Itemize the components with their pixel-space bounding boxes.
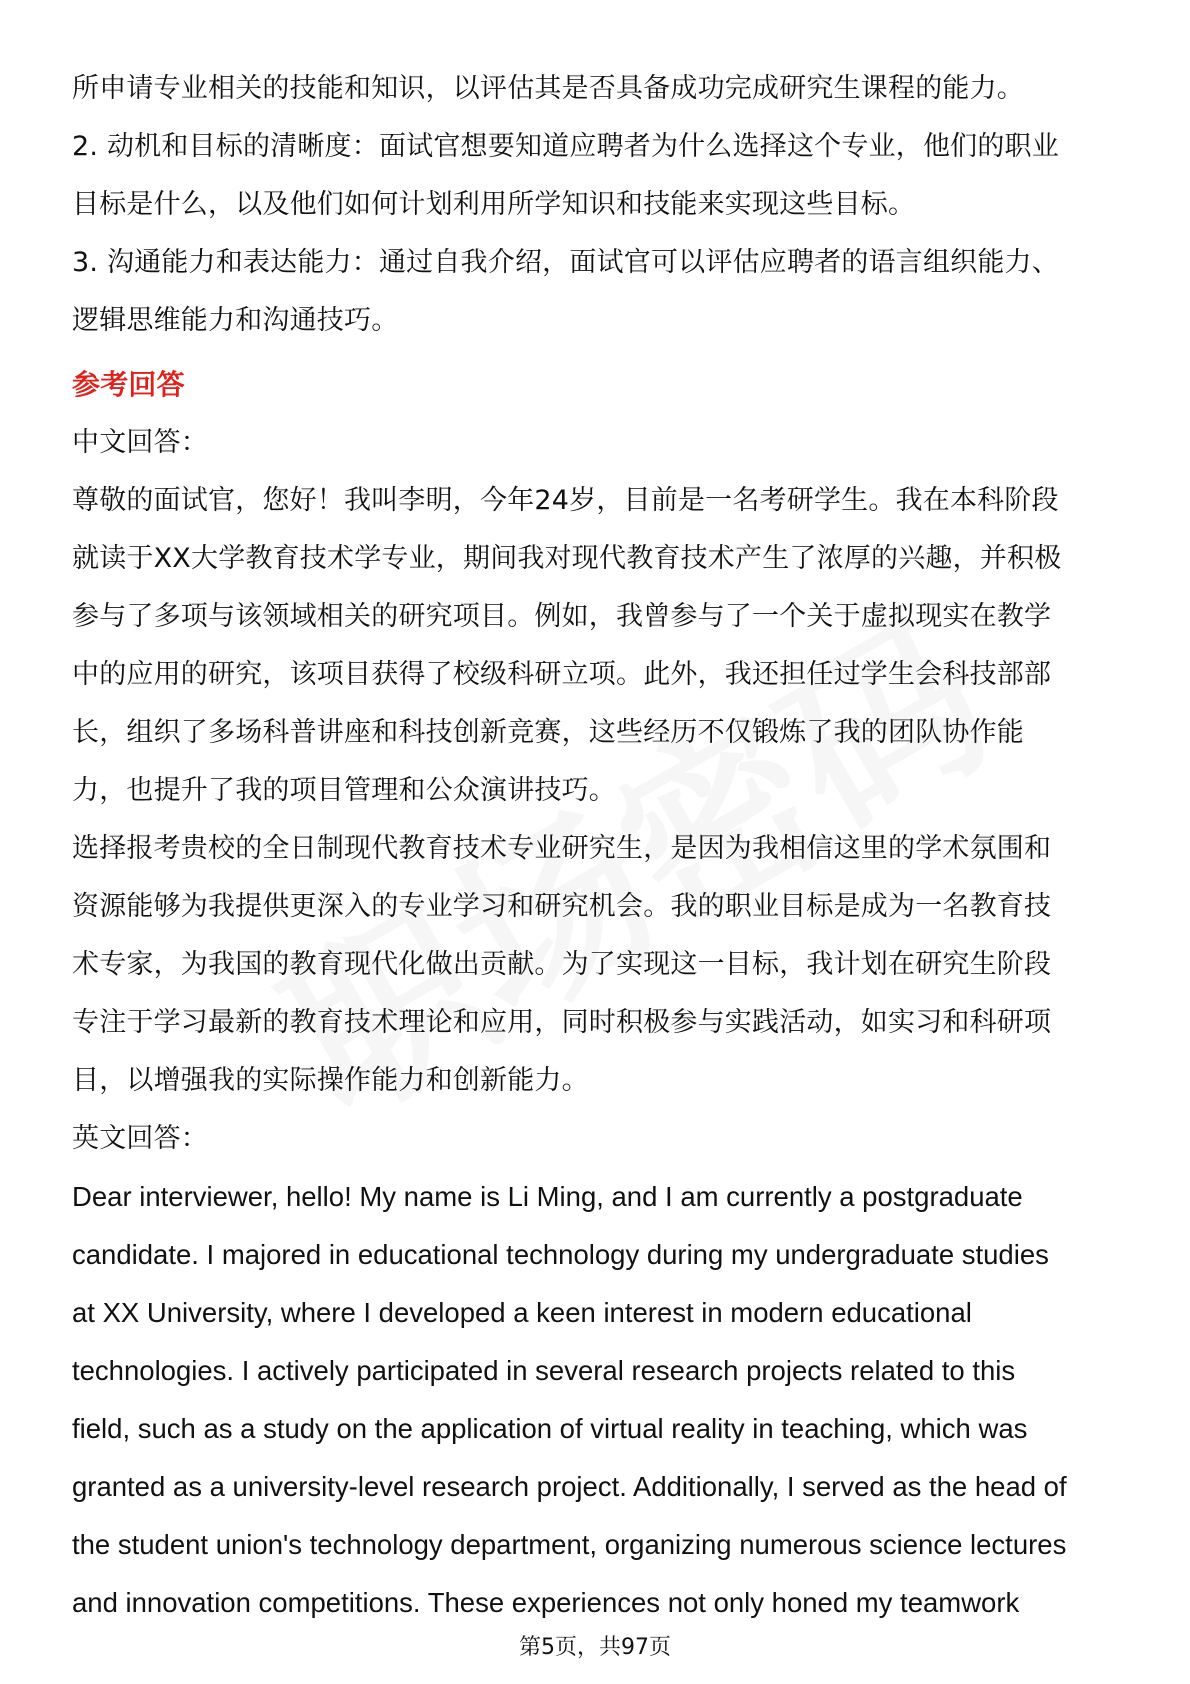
english-line: the student union's technology department, organizing numerous science lectures — [72, 1529, 1067, 1560]
english-answer — [72, 1168, 1122, 1632]
chinese-line: 选择报考贵校的全日制现代教育技术专业研究生，是因为我相信这里的学术氛围和 — [72, 833, 1052, 864]
chinese-answer — [72, 472, 1122, 1110]
chinese-line: 资源能够为我提供更深入的专业学习和研究机会。我的职业目标是成为一名教育技 — [72, 891, 1052, 922]
intro-line: 3. 沟通能力和表达能力：通过自我介绍，面试官可以评估应聘者的语言组织能力、 — [72, 247, 1059, 278]
chinese-line: 就读于XX大学教育技术学专业，期间我对现代教育技术产生了浓厚的兴趣，并积极 — [72, 543, 1062, 574]
chinese-line: 专注于学习最新的教育技术理论和应用，同时积极参与实践活动，如实习和科研项 — [72, 1007, 1052, 1038]
english-line: field, such as a study on the application of virtual reality in teaching, which was — [72, 1413, 1028, 1444]
english-line: at XX University, where I developed a keen interest in modern educational — [72, 1297, 972, 1328]
section-heading: 参考回答 — [72, 368, 185, 401]
page-footer: 第5页，共97页 — [519, 1635, 671, 1660]
chinese-line: 长，组织了多场科普讲座和科技创新竞赛，这些经历不仅锻炼了我的团队协作能 — [72, 717, 1024, 748]
intro-line: 2. 动机和目标的清晰度：面试官想要知道应聘者为什么选择这个专业，他们的职业 — [72, 131, 1059, 162]
chinese-line: 参与了多项与该领域相关的研究项目。例如，我曾参与了一个关于虚拟现实在教学 — [72, 601, 1052, 632]
chinese-line: 力，也提升了我的项目管理和公众演讲技巧。 — [72, 775, 616, 806]
intro-line: 所申请专业相关的技能和知识，以评估其是否具备成功完成研究生课程的能力。 — [72, 73, 1024, 104]
english-line: Dear interviewer, hello! My name is Li Ming, and I am currently a postgraduate — [72, 1181, 1023, 1212]
english-line: technologies. I actively participated in several research projects related to this — [72, 1355, 1016, 1386]
english-line: candidate. I majored in educational technology during my undergraduate studies — [72, 1239, 1049, 1270]
english-line: and innovation competitions. These experiences not only honed my teamwork — [72, 1587, 1020, 1618]
chinese-line: 尊敬的面试官，您好！我叫李明，今年24岁，目前是一名考研学生。我在本科阶段 — [72, 485, 1059, 516]
english-line: granted as a university-level research project. Additionally, I served as the head of — [72, 1471, 1067, 1502]
intro-section — [72, 60, 1122, 350]
chinese-line: 术专家，为我国的教育现代化做出贡献。为了实现这一目标，我计划在研究生阶段 — [72, 949, 1052, 980]
chinese-line: 目，以增强我的实际操作能力和创新能力。 — [72, 1065, 589, 1096]
chinese-line: 中的应用的研究，该项目获得了校级科研立项。此外，我还担任过学生会科技部部 — [72, 659, 1052, 690]
intro-line: 目标是什么，以及他们如何计划利用所学知识和技能来实现这些目标。 — [72, 189, 916, 220]
english-answer-label: 英文回答： — [72, 1123, 208, 1154]
document-body — [72, 60, 1122, 1632]
intro-line: 逻辑思维能力和沟通技巧。 — [72, 305, 399, 336]
chinese-answer-label: 中文回答： — [72, 427, 208, 458]
